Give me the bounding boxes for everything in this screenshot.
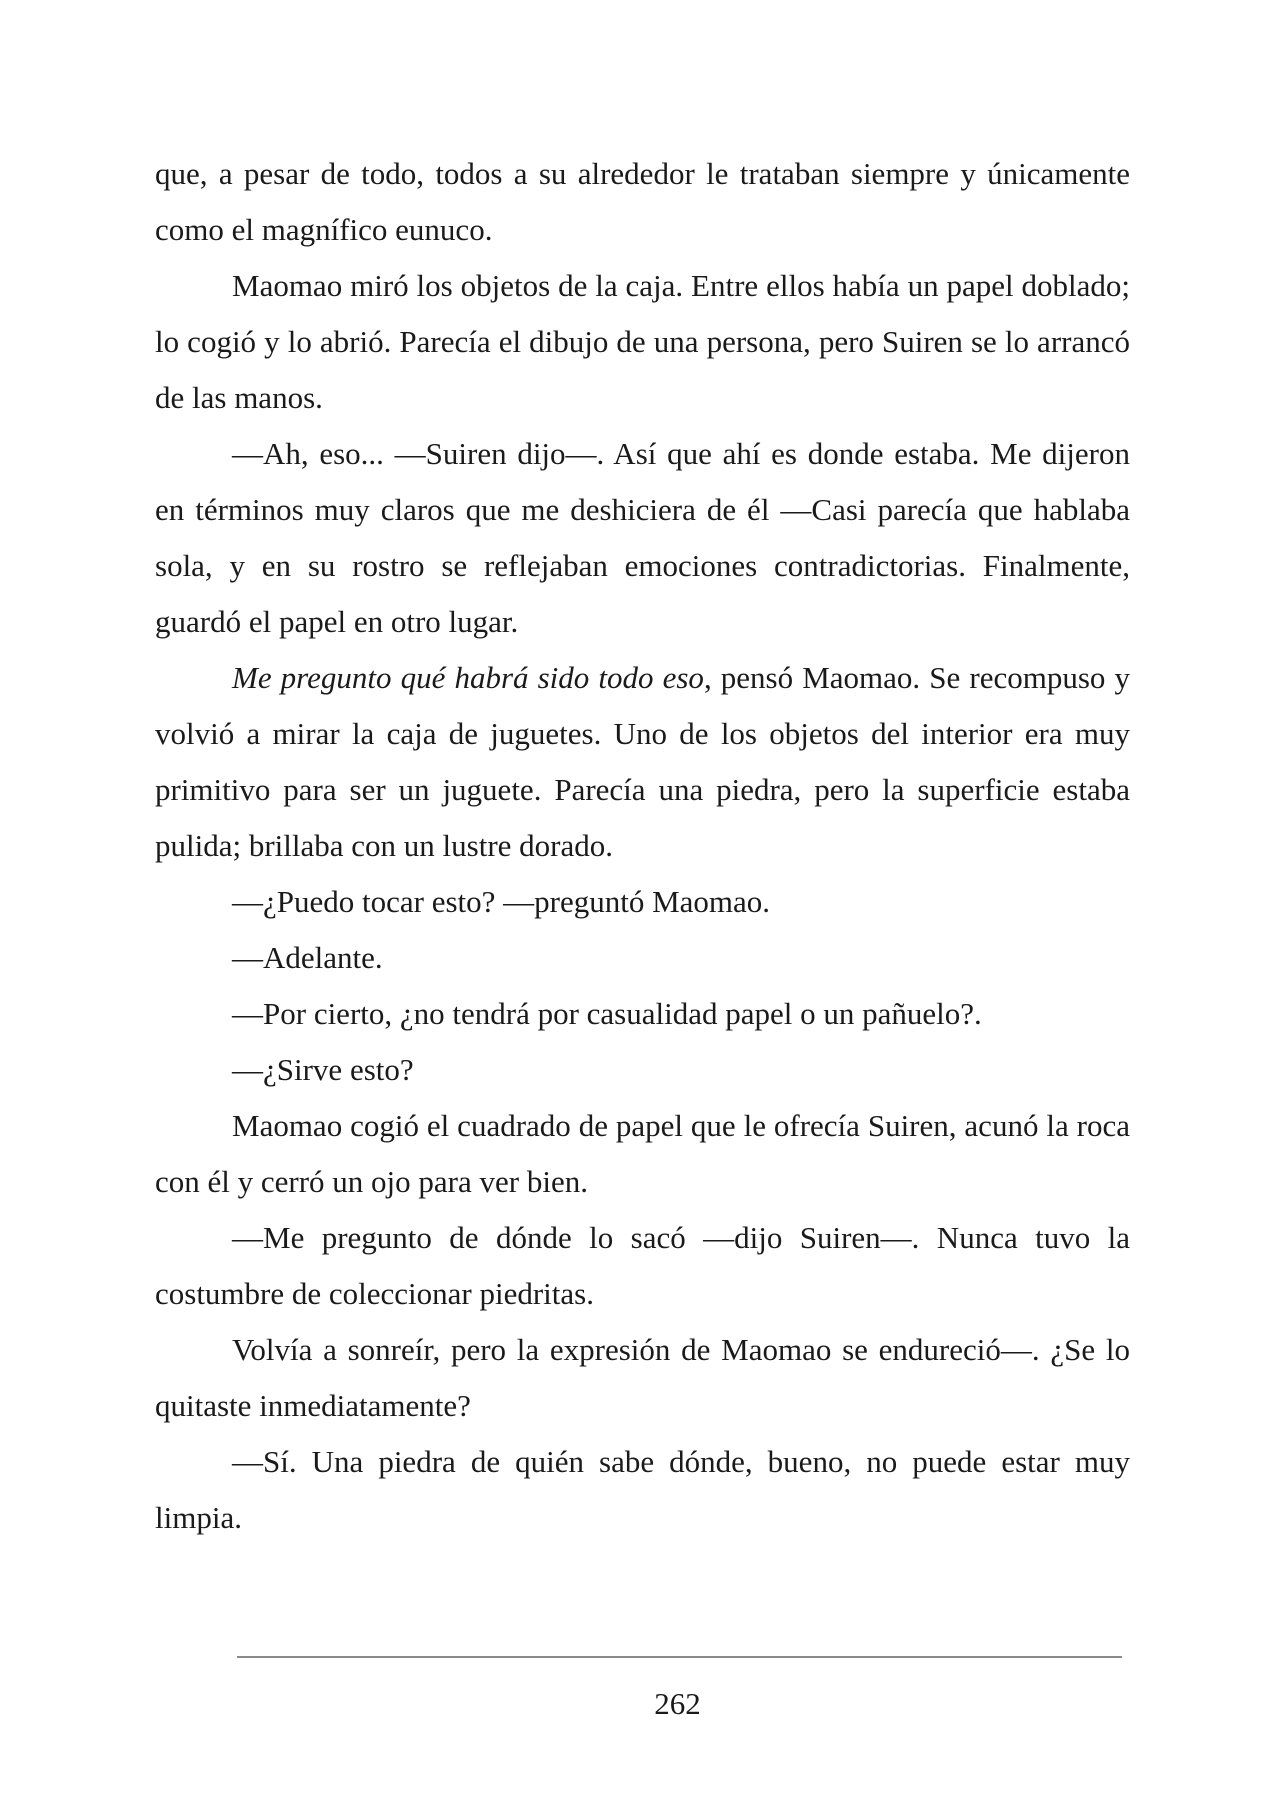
paragraph: Volvía a sonreír, pero la expresión de Maomao se endureció—. ¿Se lo quitaste inmediatamente? [155, 1332, 1130, 1423]
paragraph: —Por cierto, ¿no tendrá por casualidad papel o un pañuelo?. [232, 996, 982, 1031]
footer-divider [237, 1656, 1122, 1658]
paragraph: —Me pregunto de dónde lo sacó —dijo Suiren—. Nunca tuvo la costumbre de coleccionar piedritas. [155, 1220, 1130, 1311]
body-text [155, 146, 1130, 1546]
paragraph: —Adelante. [232, 940, 383, 975]
paragraph: —¿Sirve esto? [232, 1052, 414, 1087]
italic-phrase: Me pregunto qué habrá sido todo eso [232, 660, 704, 695]
paragraph: —Sí. Una piedra de quién sabe dónde, bueno, no puede estar muy limpia. [155, 1444, 1130, 1535]
paragraph: Maomao miró los objetos de la caja. Entre ellos había un papel doblado; lo cogió y lo abrió. Parecía el dibujo de una persona, pero Suiren se lo arrancó de las manos. [155, 268, 1130, 415]
paragraph-text: , pensó Maomao. Se recompuso y volvió a mirar la caja de juguetes. Uno de los objetos del interior era muy primitivo para ser un juguete. Parecía una piedra, pero la superficie estaba pulida; brillaba con un lustre dorado. [155, 660, 1130, 863]
paragraph: —Ah, eso... —Suiren dijo—. Así que ahí es donde estaba. Me dijeron en términos muy claros que me deshiciera de él —Casi parecía que hablaba sola, y en su rostro se reflejaban emociones contradictorias. Finalmente, guardó el papel en otro lugar. [155, 436, 1130, 639]
paragraph: —¿Puedo tocar esto? —preguntó Maomao. [232, 884, 771, 919]
paragraph: Maomao cogió el cuadrado de papel que le ofrecía Suiren, acunó la roca con él y cerró un ojo para ver bien. [155, 1108, 1130, 1199]
page-number: 262 [654, 1686, 701, 1721]
paragraph [155, 650, 1130, 874]
paragraph: que, a pesar de todo, todos a su alrededor le trataban siempre y únicamente como el magnífico eunuco. [155, 156, 1130, 247]
